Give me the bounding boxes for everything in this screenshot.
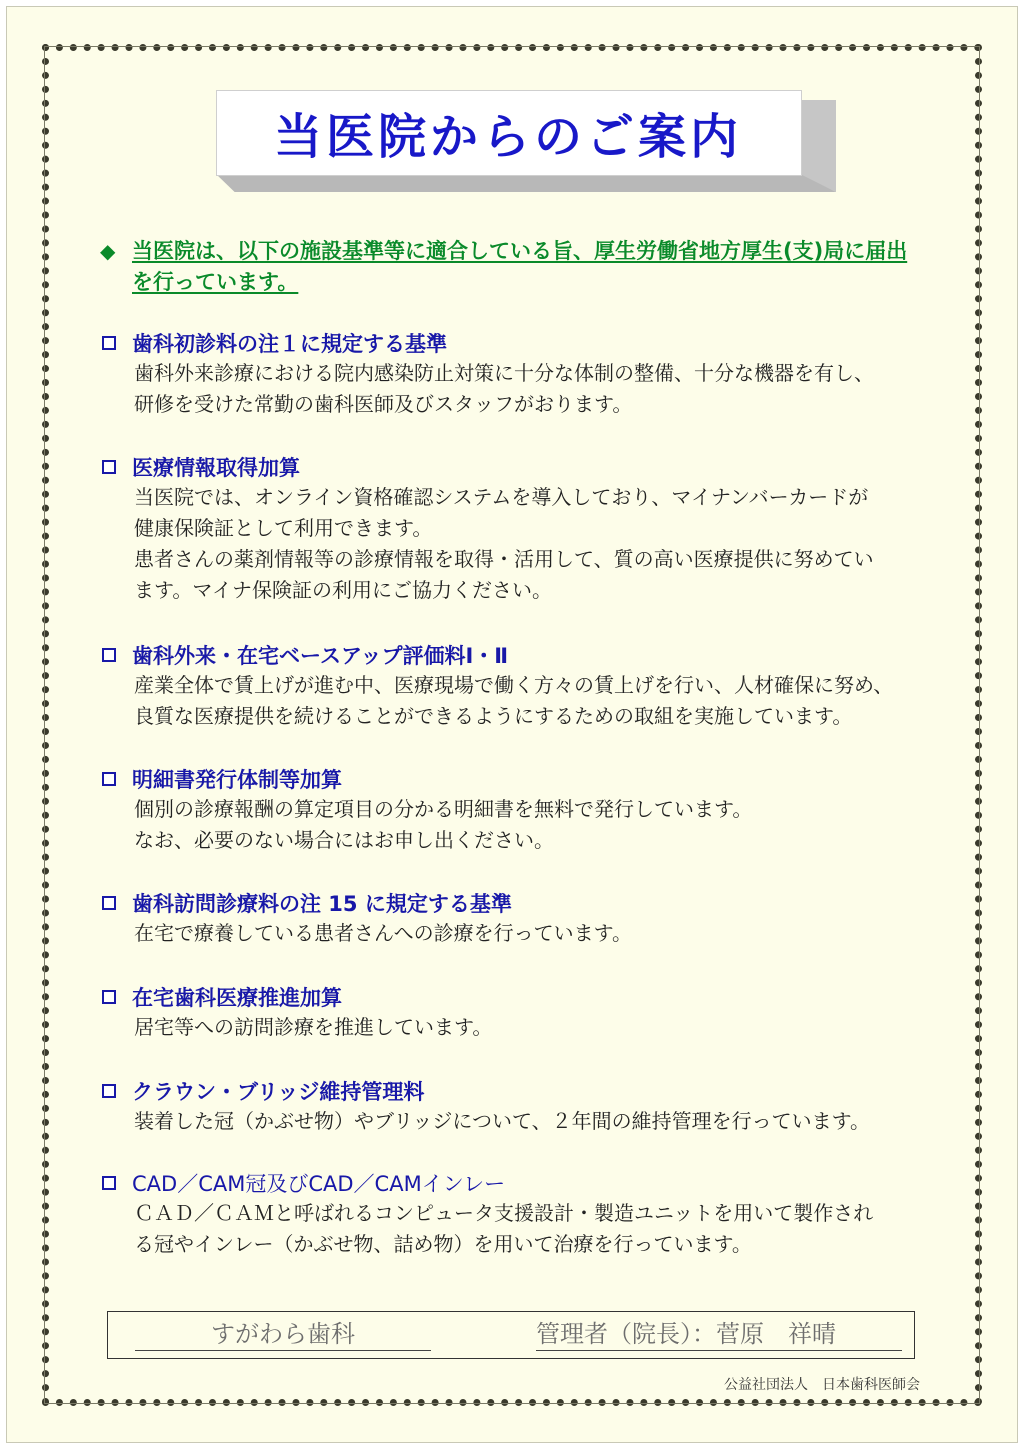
section-text: 当医院では、オンライン資格確認システムを導入しており、マイナンバーカードが [134,485,869,509]
checkbox-icon [102,896,116,910]
director-name: 管理者（院長）：菅原 祥晴 [536,1318,902,1351]
section-base-up [100,640,940,732]
section-heading: 歯科初診料の注１に規定する基準 [132,332,447,356]
section-text: 在宅で療養している患者さんへの診療を行っています。 [134,921,632,945]
facility-notice [100,236,930,298]
section-text: ます。マイナ保険証の利用にご協力ください。 [134,578,552,602]
facility-notice-text: 当医院は、以下の施設基準等に適合している旨、厚生労働省地方厚生(支)局に届出を行っています。 [132,239,908,294]
section-heading: 在宅歯科医療推進加算 [132,986,342,1010]
checkbox-icon [102,990,116,1004]
section-heading: 歯科外来・在宅ベースアップ評価料Ⅰ・Ⅱ [132,644,509,668]
page-title: 当医院からのご案内 [273,108,742,165]
section-text: 産業全体で賃上げが進む中、医療現場で働く方々の賃上げを行い、人材確保に努め、 [134,673,894,697]
section-text: 研修を受けた常勤の歯科医師及びスタッフがおります。 [134,392,633,416]
section-home-care [100,982,940,1043]
checkbox-icon [102,1084,116,1098]
checkbox-icon [102,772,116,786]
checkbox-icon [102,460,116,474]
association-credit: 公益社団法人 日本歯科医師会 [724,1377,920,1393]
checkbox-icon [102,336,116,350]
section-text: 装着した冠（かぶせ物）やブリッジについて、２年間の維持管理を行っています。 [134,1109,870,1133]
section-medical-info [100,452,940,606]
checkbox-icon [102,1176,116,1190]
section-text: 個別の診療報酬の算定項目の分かる明細書を無料で発行しています。 [134,797,753,821]
section-home-visit [100,888,940,949]
section-initial-exam [100,328,940,420]
section-heading: クラウン・ブリッジ維持管理料 [132,1080,425,1104]
section-text: る冠やインレー（かぶせ物、詰め物）を用いて治療を行っています。 [134,1232,752,1256]
clinic-name: すがわら歯科 [135,1318,431,1351]
section-heading: 歯科訪問診療料の注 15 に規定する基準 [132,892,512,916]
checkbox-icon [102,648,116,662]
section-text: なお、必要のない場合にはお申し出ください。 [134,828,554,852]
section-heading: CAD／CAM冠及びCAD／CAMインレー [132,1172,506,1196]
section-crown-bridge [100,1076,940,1137]
section-text: 健康保険証として利用できます。 [134,516,433,540]
section-text: 良質な医療提供を続けることができるようにするための取組を実施しています。 [134,704,853,728]
section-text: 歯科外来診療における院内感染防止対策に十分な体制の整備、十分な機器を有し、 [134,361,874,385]
section-text: ＣＡＤ／ＣＡＭと呼ばれるコンピュータ支援設計・製造ユニットを用いて製作され [134,1201,874,1225]
diamond-bullet-icon: ◆ [100,239,116,263]
title-banner-shadow-bottom [216,174,836,192]
section-cad-cam [100,1168,940,1260]
section-text: 居宅等への訪問診療を推進しています。 [134,1015,493,1039]
section-text: 患者さんの薬剤情報等の診療情報を取得・活用して、質の高い医療提供に努めてい [134,547,874,571]
section-statement [100,764,940,856]
section-heading: 医療情報取得加算 [132,456,300,480]
section-heading: 明細書発行体制等加算 [132,768,342,792]
